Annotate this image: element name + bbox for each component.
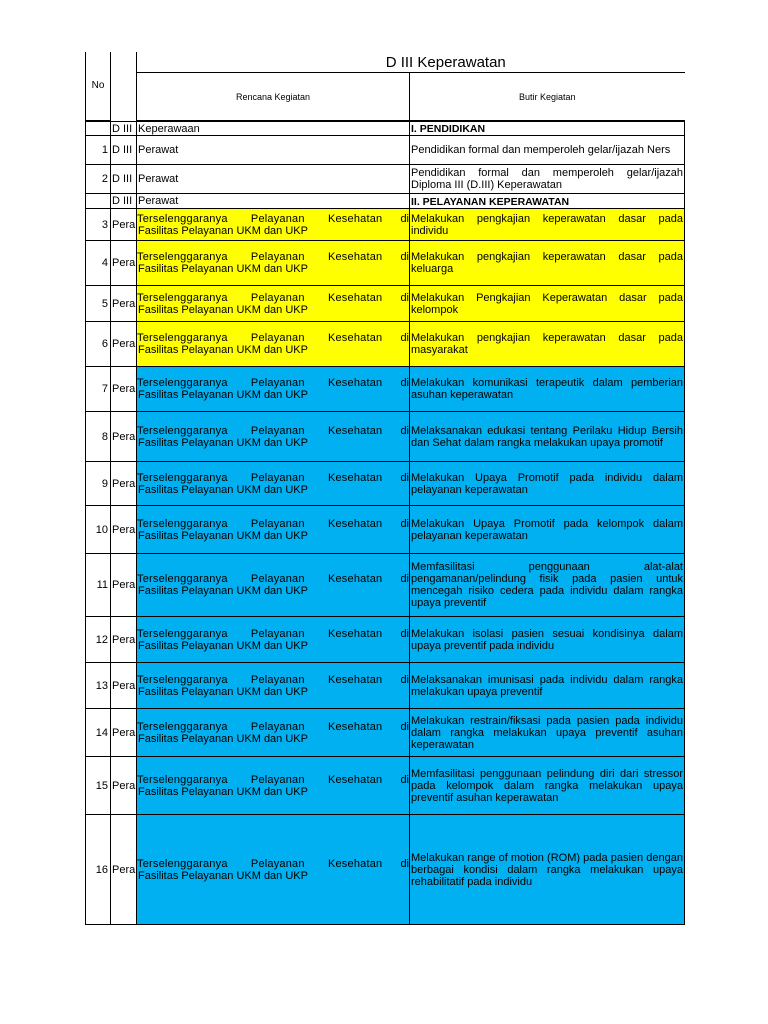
rencana-di: di (400, 377, 409, 389)
rencana-line-1: Terselenggaranya Pelayanan Kesehatan (137, 627, 383, 640)
jabatan-cell: Pera (111, 554, 137, 617)
jabatan-cell: Pera (111, 322, 137, 367)
jabatan-cell: Pera (111, 462, 137, 506)
rencana-line-1: Terselenggaranya Pelayanan Kesehatan (137, 857, 383, 870)
rencana-di: di (400, 291, 409, 304)
rencana-line-2: Fasilitas Pelayanan UKM dan UKP (138, 303, 308, 316)
kegiatan-table (85, 52, 685, 925)
rencana-kegiatan-header: Rencana Kegiatan (137, 73, 410, 121)
table-row (86, 462, 685, 506)
rencana-line-1: Terselenggaranya Pelayanan Kesehatan (137, 424, 383, 437)
butir-kegiatan-cell: Melakukan pengkajian keperawatan dasar pada masyarakat (410, 322, 685, 367)
rencana-di: di (400, 673, 409, 686)
rencana-line-1: Terselenggaranya Pelayanan Kesehatan (137, 251, 383, 263)
rencana-line-2: Fasilitas Pelayanan UKM dan UKP (138, 529, 308, 542)
section-heading: I. PENDIDIKAN (410, 122, 685, 136)
table-row (86, 757, 685, 815)
butir-kegiatan-cell: Pendidikan formal dan memperoleh gelar/ijazah Ners (410, 136, 685, 165)
row-number: 14 (86, 709, 111, 757)
row-number: 6 (86, 322, 111, 367)
jabatan-cell: Perawat (137, 165, 410, 194)
rencana-line-1: Terselenggaranya Pelayanan Kesehatan (137, 720, 383, 733)
jabatan-cell: Perawat (137, 194, 410, 209)
rencana-text (137, 213, 409, 225)
jabatan-cell: Pera (111, 241, 137, 286)
section-row (86, 194, 685, 209)
jabatan-cell: Pera (111, 367, 137, 412)
jenjang-cell: D III (111, 136, 137, 165)
butir-kegiatan-cell: Melakukan isolasi pasien sesuai kondisinya dalam upaya preventif pada individu (410, 617, 685, 663)
rencana-line-2: Fasilitas Pelayanan UKM dan UKP (138, 389, 308, 401)
jenjang-cell: D III (111, 122, 137, 136)
rencana-kegiatan-cell (137, 506, 410, 554)
table-row (86, 815, 685, 925)
rencana-di: di (400, 517, 409, 530)
table-row (86, 241, 685, 286)
table-row (86, 554, 685, 617)
rencana-kegiatan-cell (137, 757, 410, 815)
rencana-text (137, 292, 409, 304)
rencana-line-1: Terselenggaranya Pelayanan Kesehatan (137, 673, 383, 686)
butir-kegiatan-cell: Melakukan pengkajian keperawatan dasar pada keluarga (410, 241, 685, 286)
rencana-di: di (400, 720, 409, 733)
rencana-line-1: Terselenggaranya Pelayanan Kesehatan (137, 377, 383, 389)
rencana-di: di (400, 627, 409, 640)
rencana-di: di (400, 773, 409, 786)
butir-kegiatan-cell: Melaksanakan edukasi tentang Perilaku Hidup Bersih dan Sehat dalam rangka melakukan upaya promotif (410, 412, 685, 462)
jabatan-cell: Pera (111, 209, 137, 241)
rencana-kegiatan-cell (137, 462, 410, 506)
rencana-line-2: Fasilitas Pelayanan UKM dan UKP (138, 263, 308, 275)
jabatan-cell: Pera (111, 815, 137, 925)
table-row (86, 367, 685, 412)
table-row (86, 412, 685, 462)
rencana-di: di (400, 573, 409, 585)
row-number: 16 (86, 815, 111, 925)
row-number: 12 (86, 617, 111, 663)
rencana-kegiatan-cell (137, 663, 410, 709)
rencana-line-2: Fasilitas Pelayanan UKM dan UKP (138, 869, 308, 882)
jenjang-cell: D III (111, 194, 137, 209)
row-number: 8 (86, 412, 111, 462)
rencana-line-2: Fasilitas Pelayanan UKM dan UKP (138, 785, 308, 798)
butir-kegiatan-cell: Melaksanakan imunisasi pada individu dalam rangka melakukan upaya preventif (410, 663, 685, 709)
rencana-line-2: Fasilitas Pelayanan UKM dan UKP (138, 732, 308, 745)
butir-kegiatan-header: Butir Kegiatan (410, 73, 685, 121)
rencana-kegiatan-cell (137, 412, 410, 462)
rencana-line-2: Fasilitas Pelayanan UKM dan UKP (138, 224, 308, 237)
rencana-di: di (400, 471, 409, 484)
row-number: 5 (86, 286, 111, 322)
table-row (86, 617, 685, 663)
row-number: 15 (86, 757, 111, 815)
butir-kegiatan-cell: Pendidikan formal dan memperoleh gelar/ijazah Diploma III (D.III) Keperawatan (410, 165, 685, 194)
row-number: 2 (86, 165, 111, 194)
table-row (86, 506, 685, 554)
rencana-di: di (400, 332, 409, 344)
rencana-kegiatan-cell (137, 367, 410, 412)
blank-column-cell (111, 52, 137, 122)
table-row (86, 709, 685, 757)
rencana-line-1: Terselenggaranya Pelayanan Kesehatan (137, 517, 383, 530)
rencana-kegiatan-cell (137, 322, 410, 367)
rencana-line-2: Fasilitas Pelayanan UKM dan UKP (138, 585, 308, 597)
rencana-text (137, 425, 409, 437)
jabatan-cell: Pera (111, 757, 137, 815)
row-number: 11 (86, 554, 111, 617)
rencana-text (137, 674, 409, 686)
jabatan-cell: Pera (111, 506, 137, 554)
row-number: 3 (86, 209, 111, 241)
rencana-text (137, 518, 409, 530)
jabatan-cell: Pera (111, 412, 137, 462)
rencana-kegiatan-cell (137, 709, 410, 757)
jabatan-cell: Pera (111, 286, 137, 322)
row-number (86, 194, 111, 209)
rencana-text (137, 721, 409, 733)
jabatan-cell: Pera (111, 663, 137, 709)
row-number: 13 (86, 663, 111, 709)
jabatan-cell: Pera (111, 617, 137, 663)
rencana-kegiatan-cell (137, 617, 410, 663)
spreadsheet (85, 52, 685, 925)
section-heading: II. PELAYANAN KEPERAWATAN (410, 194, 685, 209)
butir-kegiatan-cell: Melakukan restrain/fiksasi pada pasien pada individu dalam rangka melakukan upaya preventif asuhan keperawatan (410, 709, 685, 757)
butir-kegiatan-cell: Melakukan pengkajian keperawatan dasar pada individu (410, 209, 685, 241)
rencana-text (137, 472, 409, 484)
rencana-text (137, 573, 409, 585)
table-row (86, 165, 685, 194)
rencana-line-2: Fasilitas Pelayanan UKM dan UKP (138, 685, 308, 698)
rencana-line-1: Terselenggaranya Pelayanan Kesehatan (137, 573, 383, 585)
rencana-line-2: Fasilitas Pelayanan UKM dan UKP (138, 483, 308, 496)
rencana-text (137, 774, 409, 786)
jabatan-cell: Pera (111, 709, 137, 757)
rencana-line-1: Terselenggaranya Pelayanan Kesehatan (137, 332, 383, 344)
table-row (86, 322, 685, 367)
rencana-text (137, 377, 409, 389)
section-row (86, 122, 685, 136)
rencana-line-1: Terselenggaranya Pelayanan Kesehatan (137, 212, 383, 225)
butir-kegiatan-cell: Memfasilitasi penggunaan pelindung diri dari stressor pada kelompok dalam rangka melakukan upaya preventif asuhan keperawatan (410, 757, 685, 815)
rencana-kegiatan-cell (137, 554, 410, 617)
rencana-line-1: Terselenggaranya Pelayanan Kesehatan (137, 471, 383, 484)
page-title: D III Keperawatan (137, 52, 685, 73)
butir-kegiatan-cell: Melakukan Pengkajian Keperawatan dasar pada kelompok (410, 286, 685, 322)
row-number (86, 122, 111, 136)
rencana-line-1: Terselenggaranya Pelayanan Kesehatan (137, 773, 383, 786)
rencana-text (137, 858, 409, 870)
table-row (86, 663, 685, 709)
butir-kegiatan-cell: Melakukan komunikasi terapeutik dalam pemberian asuhan keperawatan (410, 367, 685, 412)
row-number: 7 (86, 367, 111, 412)
rencana-kegiatan-cell (137, 209, 410, 241)
rencana-di: di (400, 251, 409, 263)
jenjang-cell: D III (111, 165, 137, 194)
rencana-line-1: Terselenggaranya Pelayanan Kesehatan (137, 291, 383, 304)
butir-kegiatan-cell: Memfasilitasi penggunaan alat-alat pengamanan/pelindung fisik pada pasien untuk mencegah risiko cedera pada individu dalam rangka upaya preventif (410, 554, 685, 617)
rencana-di: di (400, 212, 409, 225)
table-row (86, 209, 685, 241)
rencana-kegiatan-cell (137, 241, 410, 286)
rencana-di: di (400, 424, 409, 437)
rencana-kegiatan-cell (137, 286, 410, 322)
rencana-line-2: Fasilitas Pelayanan UKM dan UKP (138, 436, 308, 449)
row-number: 9 (86, 462, 111, 506)
jabatan-cell: Perawat (137, 136, 410, 165)
butir-kegiatan-cell: Melakukan range of motion (ROM) pada pasien dengan berbagai kondisi dalam rangka melakukan upaya rehabilitatif pada individu (410, 815, 685, 925)
row-number: 10 (86, 506, 111, 554)
table-row (86, 286, 685, 322)
rencana-text (137, 628, 409, 640)
rencana-line-2: Fasilitas Pelayanan UKM dan UKP (138, 344, 308, 356)
rencana-line-2: Fasilitas Pelayanan UKM dan UKP (138, 639, 308, 652)
butir-kegiatan-cell: Melakukan Upaya Promotif pada individu dalam pelayanan keperawatan (410, 462, 685, 506)
rencana-text (137, 251, 409, 263)
row-number: 1 (86, 136, 111, 165)
rencana-text (137, 332, 409, 344)
table-row (86, 136, 685, 165)
row-number: 4 (86, 241, 111, 286)
butir-kegiatan-cell: Melakukan Upaya Promotif pada kelompok dalam pelayanan keperawatan (410, 506, 685, 554)
rencana-kegiatan-cell (137, 815, 410, 925)
rencana-di: di (400, 857, 409, 870)
jabatan-cell: Keperawaan (137, 122, 410, 136)
no-header: No (86, 52, 111, 121)
